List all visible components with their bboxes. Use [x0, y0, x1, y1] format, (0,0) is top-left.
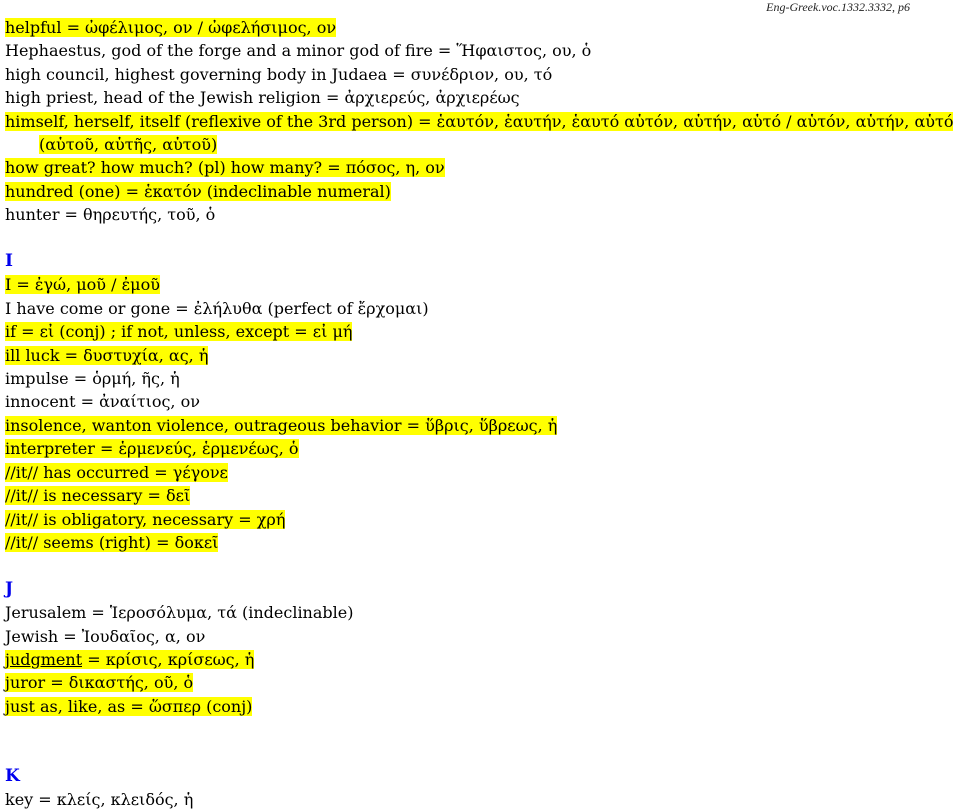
- page-reference: Eng-Greek.voc.1332.3332, p6: [766, 0, 910, 14]
- entry-text: Jerusalem = Ἱεροσόλυμα, τά (indeclinable): [5, 603, 354, 623]
- vocab-entry: [5, 203, 960, 226]
- vocab-entry: [5, 390, 960, 413]
- vocab-entry: [5, 531, 960, 554]
- vocab-entry: [5, 367, 960, 390]
- entry-text: //it// seems (right) = δοκεῖ: [5, 532, 219, 552]
- vocab-entry: [5, 273, 960, 296]
- section-spacer: [5, 742, 960, 765]
- entry-headword: judgment: [5, 649, 83, 669]
- entry-text: hundred (one) = ἑκατόν (indeclinable numeral): [5, 181, 391, 201]
- entry-text: key = κλείς, κλειδός, ἡ: [5, 790, 194, 810]
- section-heading-i: I: [5, 251, 13, 272]
- entry-text: high priest, head of the Jewish religion = ἀρχιερεύς, ἀρχιερέως: [5, 88, 520, 108]
- entry-text: innocent = ἀναίτιος, ον: [5, 392, 200, 412]
- entry-text: I have come or gone = ἐλήλυθα (perfect of ἔρχομαι): [5, 298, 429, 318]
- entry-text: //it// is obligatory, necessary = χρή: [5, 509, 286, 529]
- vocab-entry: [5, 39, 960, 62]
- vocab-entry: [5, 788, 960, 811]
- entry-text: impulse = ὁρμή, ῆς, ἡ: [5, 369, 180, 389]
- entry-text: juror = δικαστής, οῦ, ὁ: [5, 673, 194, 693]
- entry-text: just as, like, as = ὥσπερ (conj): [5, 696, 253, 716]
- vocab-entry: [5, 508, 960, 531]
- entry-text: if = εἰ (conj) ; if not, unless, except = εἰ μή: [5, 322, 353, 342]
- section-heading-j: J: [5, 578, 14, 599]
- vocab-entry: [5, 625, 960, 648]
- vocab-entry: [5, 671, 960, 694]
- vocab-entry: [5, 16, 960, 39]
- entry-text: high council, highest governing body in Judaea = συνέδριον, ου, τό: [5, 64, 553, 84]
- vocab-entry: [5, 297, 960, 320]
- entry-text: //it// has occurred = γέγονε: [5, 462, 228, 482]
- section-spacer: [5, 718, 960, 741]
- vocab-entry: [5, 484, 960, 507]
- entry-text: = κρίσις, κρίσεως, ἡ: [82, 649, 255, 669]
- section-spacer: [5, 554, 960, 577]
- vocab-entry: [5, 437, 960, 460]
- entry-text: I = ἐγώ, μοῦ / ἐμοῦ: [5, 275, 160, 295]
- vocab-entry: [5, 320, 960, 343]
- entry-text: Jewish = Ἰουδαῖος, α, ον: [5, 626, 206, 646]
- vocab-entry: [5, 156, 960, 179]
- vocab-entry: [5, 110, 960, 157]
- entry-text: how great? how much? (pl) how many? = πόσος, η, ον: [5, 158, 445, 178]
- vocab-entry: [5, 648, 960, 671]
- entry-text: ill luck = δυστυχία, ας, ἡ: [5, 345, 209, 365]
- entry-text: interpreter = ἑρμενεύς, ἑρμενέως, ὁ: [5, 439, 299, 459]
- vocab-entry: [5, 461, 960, 484]
- section-heading-k: K: [5, 765, 20, 786]
- entry-text: insolence, wanton violence, outrageous behavior = ὕβρις, ὕβρεως, ἡ: [5, 415, 558, 435]
- vocab-entry: [5, 695, 960, 718]
- vocab-entry: [5, 601, 960, 624]
- vocab-entry: [5, 180, 960, 203]
- section-spacer: [5, 227, 960, 250]
- vocabulary-document: [5, 16, 960, 812]
- vocab-entry: [5, 63, 960, 86]
- entry-text: helpful = ὠφέλιμος, ον / ὠφελήσιμος, ον: [5, 18, 337, 37]
- vocab-entry: [5, 344, 960, 367]
- entry-text: himself, herself, itself (reflexive of the 3rd person) = ἑαυτόν, ἑαυτήν, ἑαυτό αὑτόν, αὑτήν, αὑτό / αὑτόν, αὑτήν, αὑτό (αὑτοῦ, αὑτῆς, αὑτοῦ): [5, 111, 954, 155]
- entry-text: Hephaestus, god of the forge and a minor god of fire = Ἥφαιστος, ου, ὁ: [5, 41, 592, 61]
- vocab-entry: [5, 414, 960, 437]
- entry-text: //it// is necessary = δεῖ: [5, 486, 191, 506]
- entry-text: hunter = θηρευτής, τοῦ, ὁ: [5, 205, 216, 225]
- vocab-entry: [5, 86, 960, 109]
